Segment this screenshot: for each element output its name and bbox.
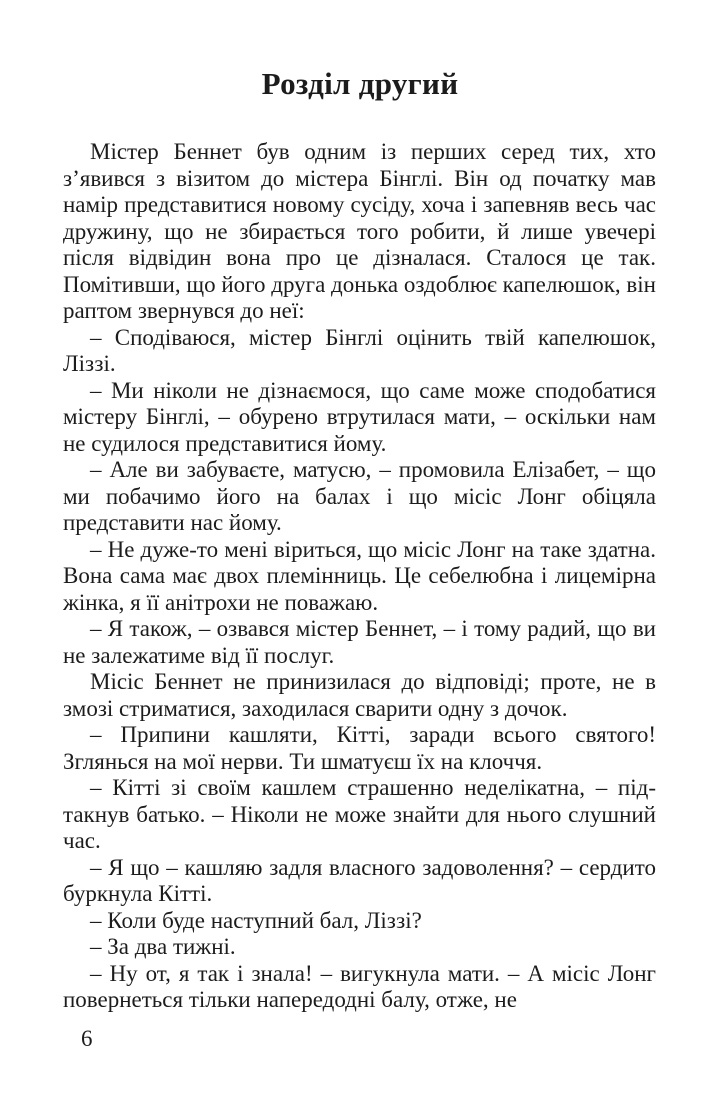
paragraph: Місіс Беннет не принизилася до відповіді; проте, не в змозі стриматися, заходилася сварити одну з дочок. [63,669,656,721]
paragraph: – Я що – кашляю задля власного задоволення? – сердито буркнула Кітті. [63,854,656,906]
paragraph: – Не дуже-то мені віриться, що місіс Лонг на таке здатна. Вона сама має двох племінниць. Це себелюбна і лицемірна жінка, я її анітрохи не поважаю. [63,536,656,615]
chapter-title: Розділ другий [261,66,459,101]
paragraph: – Припини кашляти, Кітті, заради всього святого! Зглянься на мої нерви. Ти шматуєш їх на клоччя. [63,722,656,774]
chapter-text [63,139,656,1014]
paragraph: – Ну от, я так і знала! – вигукнула мати. – А місіс Лонг повернеться тільки напередодні балу, отже, не [63,960,656,1012]
paragraph: – Я також, – озвався містер Беннет, – і тому радий, що ви не залежатиме від її послуг. [63,616,656,668]
paragraph: Містер Беннет був одним із перших серед тих, хто з’явився з візитом до містера Бінглі. Він од початку мав намір представитися новому сусіду, хоча і запевняв весь час дружину, що не збирається того робити, й лише увечері після відвідин вона про це дізналася. Сталося це так. Помітивши, що його друга донька оздоблює капелюшок, він раптом звернувся до неї: [63,139,656,323]
paragraph: – Кітті зі своїм кашлем страшенно неделікатна, – підтакнув батько. – Ніколи не може знайти для нього слушний час. [63,775,656,853]
paragraph: – За два тижні. [90,934,236,959]
paragraph: – Ми ніколи не дізнаємося, що саме може сподобатися містеру Бінглі, – обурено втрутилася мати, – оскільки нам не судилося представитися йому. [63,377,656,456]
paragraph: – Коли буде наступний бал, Ліззі? [90,907,422,933]
paragraph: – Сподіваюся, містер Бінглі оцінить твій капелюшок, Ліззі. [63,324,656,376]
page-number: 6 [81,1026,93,1051]
paragraph: – Але ви забуваєте, матусю, – промовила Елізабет, – що ми побачимо його на балах і що місіс Лонг обіцяла представити нас йому. [63,457,656,535]
